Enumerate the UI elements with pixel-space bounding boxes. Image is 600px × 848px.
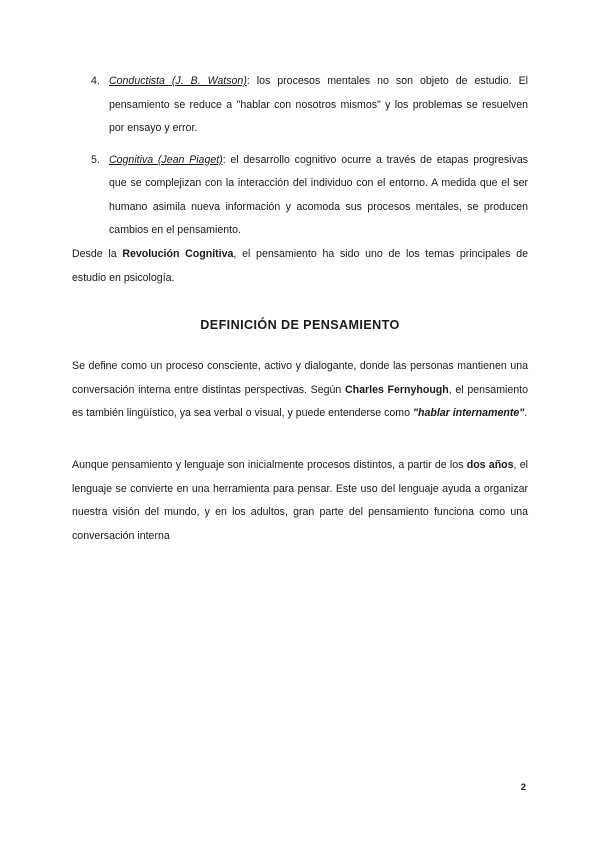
- paragraph-text: Se define como un proceso consciente, activo y dialogante, donde las personas mantienen una conversación interna entre distintas perspectivas. Según: [72, 360, 528, 396]
- intro-text: Desde la: [72, 248, 123, 260]
- list-number: 4.: [91, 75, 100, 87]
- list-term: Conductista (J. B. Watson): [109, 75, 247, 87]
- list-description: : los procesos mentales no son objeto de estudio. El pensamiento se reduce a "hablar con nosotros mismos" y los problemas se resuelven por ensayo y error.: [109, 75, 528, 134]
- page-number: 2: [520, 782, 526, 793]
- intro-bold: Revolución Cognitiva: [122, 248, 234, 260]
- paragraph-text: .: [524, 407, 528, 419]
- age-emphasis: dos años: [466, 459, 514, 471]
- intro-text: , el pensamiento ha sido uno de los temas principales de estudio en psicología.: [72, 248, 528, 284]
- definition-paragraph: [72, 355, 528, 426]
- author-name: Charles Fernyhough: [345, 383, 449, 396]
- paragraph-text: , el pensamiento es también lingüístico, ya sea verbal o visual, y puede entenderse como: [72, 383, 528, 419]
- numbered-list: [72, 70, 528, 251]
- list-item-conductista: [72, 70, 528, 141]
- paragraph-text: Aunque pensamiento y lenguaje son inicialmente procesos distintos, a partir de los: [72, 459, 467, 471]
- intro-paragraph: [72, 243, 528, 290]
- list-term: Cognitiva (Jean Piaget): [109, 153, 223, 166]
- list-number: 5.: [91, 153, 100, 166]
- list-item-cognitiva: [72, 149, 528, 243]
- quoted-phrase: "hablar internamente": [412, 407, 525, 419]
- list-description: : el desarrollo cognitivo ocurre a través de etapas progresivas que se complejizan con la interacción del individuo con el entorno. A medida que el ser humano asimila nueva información y acomoda sus procesos mentales, se producen cambios en el pensamiento.: [109, 153, 529, 236]
- language-paragraph: [72, 454, 528, 548]
- list-item-text: [109, 70, 528, 141]
- section-heading: DEFINICIÓN DE PENSAMIENTO: [200, 318, 400, 332]
- paragraph-text: , el lenguaje se convierte en una herramienta para pensar. Este uso del lenguaje ayuda a organizar nuestra visión del mundo, y en los adultos, gran parte del pensamiento funciona como una conversación interna: [72, 459, 528, 542]
- list-item-text: [109, 149, 528, 243]
